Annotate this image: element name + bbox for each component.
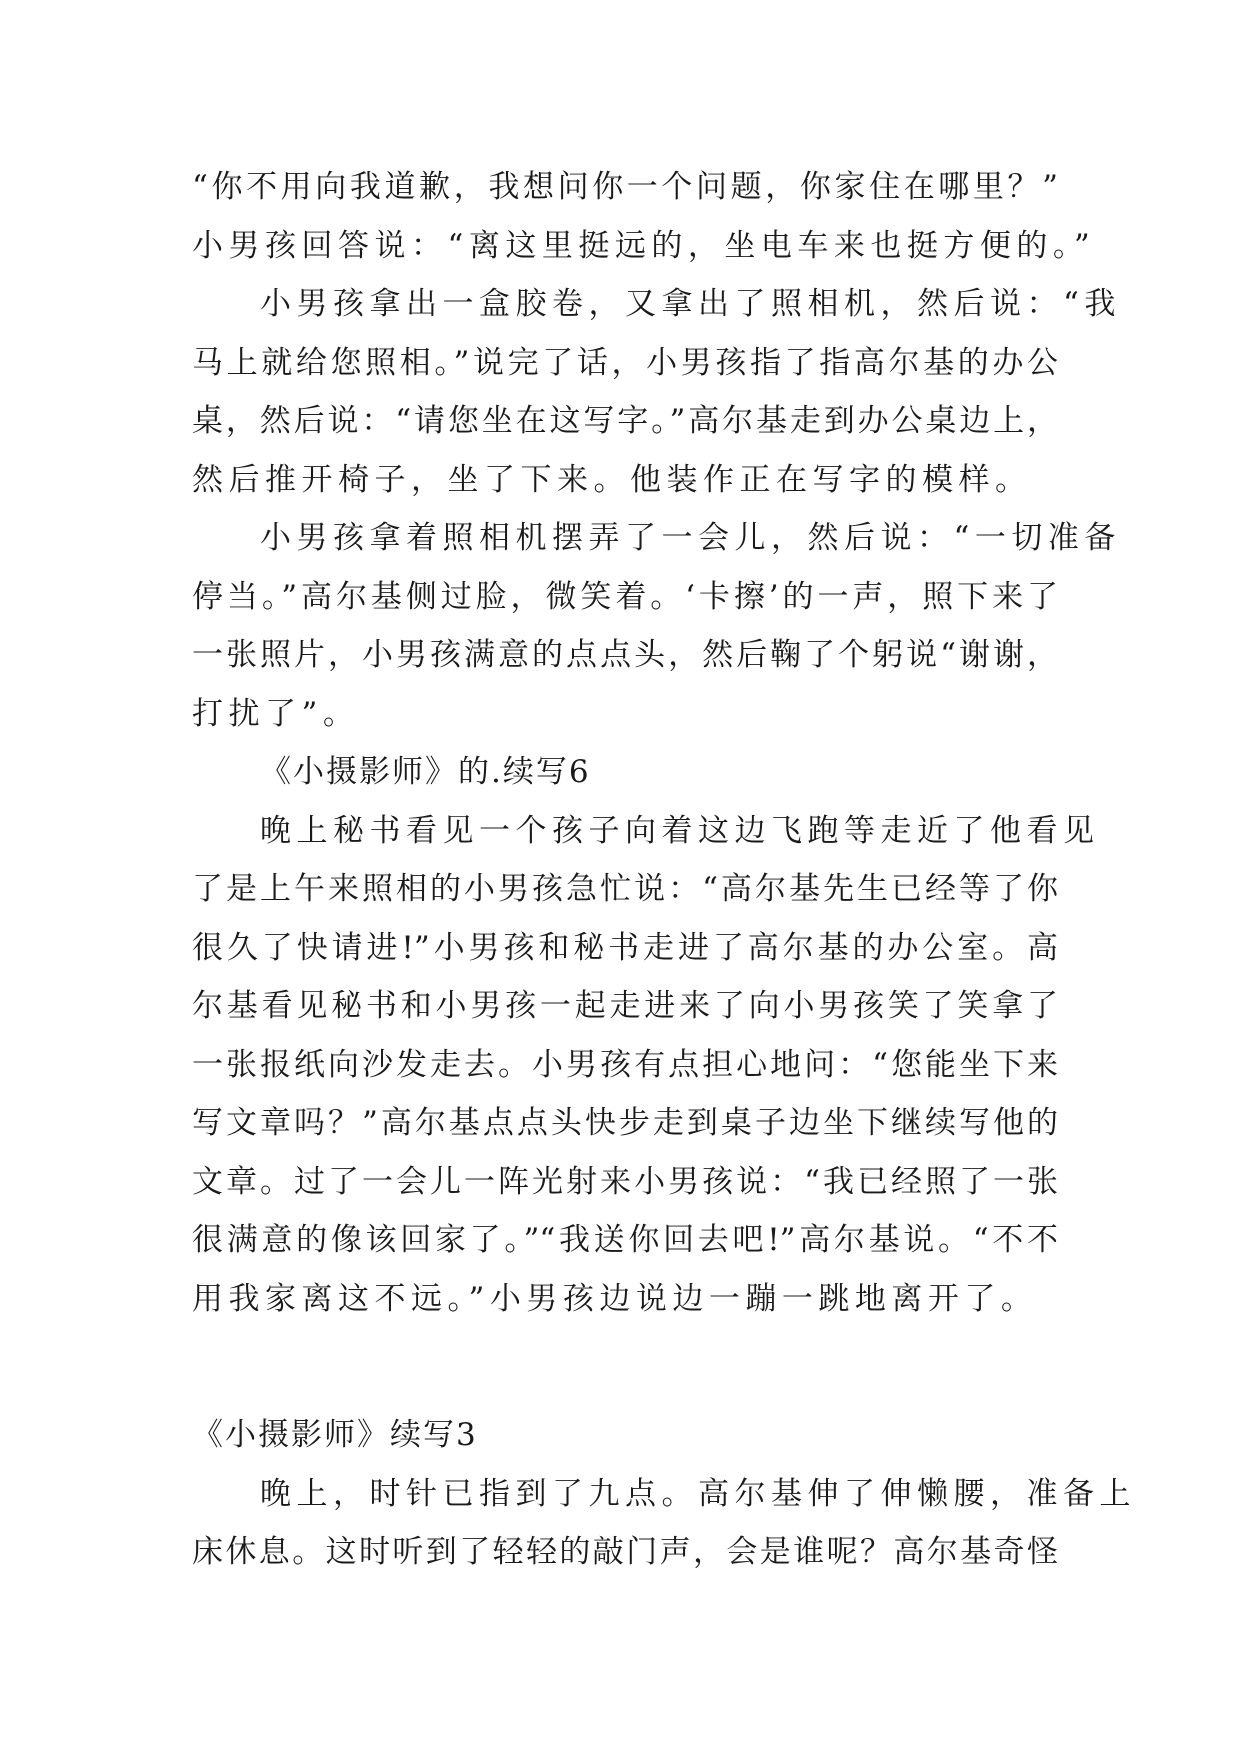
document-page (192, 158, 1136, 1582)
text-line: 桌，然后说：“请您坐在这写字。”高尔基走到办公桌边上， (192, 403, 1058, 439)
text-line: 马上就给您照相。”说完了话，小男孩指了指高尔基的办公 (192, 344, 1058, 381)
paragraph-camera (192, 275, 1121, 509)
text-line: “你不用向我道歉，我想问你一个问题，你家住在哪里？” (192, 169, 1058, 205)
text-line: 床休息。这时听到了轻轻的敲门声，会是谁呢？高尔基奇怪 (192, 1534, 1058, 1570)
text-line: 写文章吗？”高尔基点点头快步走到桌子边坐下继续写他的 (192, 1105, 1058, 1141)
text-line: 然后推开椅子，坐了下来。他装作正在写字的模样。 (192, 461, 1032, 498)
text-line: 很满意的像该回家了。”“我送你回去吧!”高尔基说。“不不 (192, 1222, 1058, 1258)
text-line: 晚上秘书看见一个孩子向着这边飞跑等走近了他看见 (260, 812, 1100, 849)
text-line: 晚上，时针已指到了九点。高尔基伸了伸懒腰，准备上 (260, 1475, 1136, 1512)
text-line: 很久了快请进!”小男孩和秘书走进了高尔基的办公室。高 (192, 929, 1058, 966)
text-line: 用我家离这不远。”小男孩边说边一蹦一跳地离开了。 (192, 1280, 1038, 1317)
text-line: 打扰了”。 (192, 695, 360, 732)
paragraph-section-6 (192, 802, 1100, 1329)
text-line: 文章。过了一会儿一阵光射来小男孩说：“我已经照了一张 (192, 1163, 1058, 1200)
section-heading-3: 《小摄影师》续写3 (192, 1417, 478, 1453)
text-line: 小男孩拿出一盒胶卷，又拿出了照相机，然后说：“我 (260, 286, 1121, 322)
text-line: 小男孩拿着照相机摆弄了一会儿，然后说：“一切准备 (260, 520, 1121, 556)
text-line: 一张报纸向沙发走去。小男孩有点担心地问：“您能坐下来 (192, 1046, 1058, 1083)
text-line: 停当。”高尔基侧过脸，微笑着。‘卡擦’的一声，照下来了 (192, 578, 1058, 615)
paragraph-photo (192, 509, 1121, 743)
paragraph-section-3 (192, 1465, 1136, 1582)
text-line: 一张照片，小男孩满意的点点头，然后鞠了个躬说“谢谢， (192, 637, 1058, 673)
section-spacer (192, 1328, 1058, 1406)
section-heading-6: 《小摄影师》的.续写6 (260, 754, 591, 790)
text-line: 了是上午来照相的小男孩急忙说：“高尔基先生已经等了你 (192, 871, 1058, 907)
text-line: 尔基看见秘书和小男孩一起走进来了向小男孩笑了笑拿了 (192, 988, 1058, 1024)
paragraph-apology (192, 158, 1096, 275)
text-line: 小男孩回答说：“离这里挺远的，坐电车来也挺方便的。” (192, 227, 1096, 264)
